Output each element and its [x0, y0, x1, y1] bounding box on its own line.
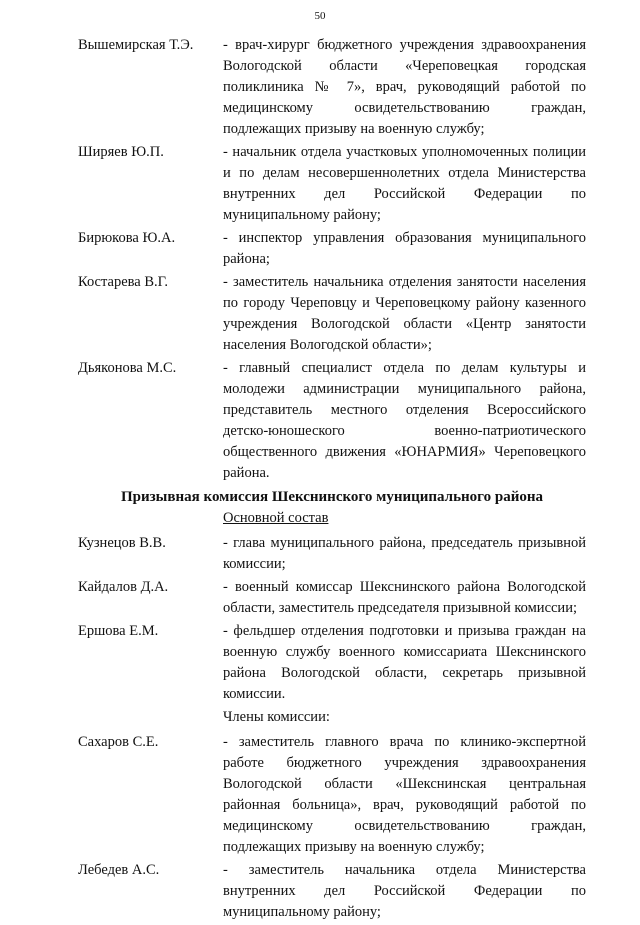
section-subheading: Основной состав: [223, 510, 329, 526]
person-role: - заместитель начальника отделения занятости населения по городу Череповцу и Череповецкому району казенного учреждения Вологодской области «Центр занятости населения Вологодской области»;: [223, 274, 586, 353]
person-name: Ершова Е.М.: [78, 623, 159, 639]
page-number: 50: [314, 10, 326, 22]
person-role: - начальник отдела участковых уполномоченных полиции и по делам несовершеннолетних отдела Министерства внутренних дел Российской Федерации по муниципальному району;: [223, 144, 586, 223]
person-name: Кузнецов В.В.: [78, 535, 166, 551]
person-role: - инспектор управления образования муниципального района;: [223, 230, 586, 267]
person-role: - заместитель начальника отдела Министерства внутренних дел Российской Федерации по муниципальному району;: [223, 862, 586, 920]
list-item: [78, 621, 586, 705]
indent-spacer: [78, 508, 223, 529]
person-role: - врач-хирург бюджетного учреждения здравоохранения Вологодской области «Череповецкая городская поликлиника № 7», врач, руководящий работой по медицинскому освидетельствованию граждан, подлежащих призыву на военную службу;: [223, 37, 586, 137]
person-name: Дьяконова М.С.: [78, 360, 177, 376]
person-role: - фельдшер отделения подготовки и призыва граждан на военную службу военного комиссариата Шекснинского района Вологодской области, секретарь призывной комиссии.: [223, 623, 586, 702]
members-label-row: [78, 707, 586, 728]
section-title: Призывная комиссия Шекснинского муниципального района: [121, 489, 543, 505]
list-item: [78, 732, 586, 858]
list-item: [78, 358, 586, 484]
person-role: - глава муниципального района, председатель призывной комиссии;: [223, 535, 586, 572]
subheading-row: [78, 508, 586, 529]
indent-spacer: [78, 707, 223, 728]
person-role: - главный специалист отдела по делам культуры и молодежи администрации муниципального района, представитель местного отделения Всероссийского детско-юношеского военно-патриотического общественного движения «ЮНАРМИЯ» Череповецкого района.: [223, 360, 586, 481]
person-role: - заместитель главного врача по клинико-экспертной работе бюджетного учреждения здравоохранения Вологодской области «Шекснинская центральная районная больница», врач, руководящий работой по медицинскому освидетельствованию граждан, подлежащих призыву на военную службу;: [223, 734, 586, 855]
person-name: Бирюкова Ю.А.: [78, 230, 176, 246]
list-item: [78, 860, 586, 923]
list-item: [78, 272, 586, 356]
person-name: Лебедев А.С.: [78, 862, 160, 878]
list-item: [78, 35, 586, 140]
person-name: Вышемирская Т.Э.: [78, 37, 194, 53]
document-body: [78, 35, 586, 925]
list-item: [78, 577, 586, 619]
person-name: Костарева В.Г.: [78, 274, 169, 290]
list-item: [78, 228, 586, 270]
person-name: Сахаров С.Е.: [78, 734, 159, 750]
person-name: Ширяев Ю.П.: [78, 144, 164, 160]
list-item: [78, 533, 586, 575]
person-role: - военный комиссар Шекснинского района Вологодской области, заместитель председателя призывной комиссии;: [223, 579, 586, 616]
list-item: [78, 142, 586, 226]
members-label: Члены комиссии:: [223, 709, 330, 725]
person-name: Кайдалов Д.А.: [78, 579, 169, 595]
